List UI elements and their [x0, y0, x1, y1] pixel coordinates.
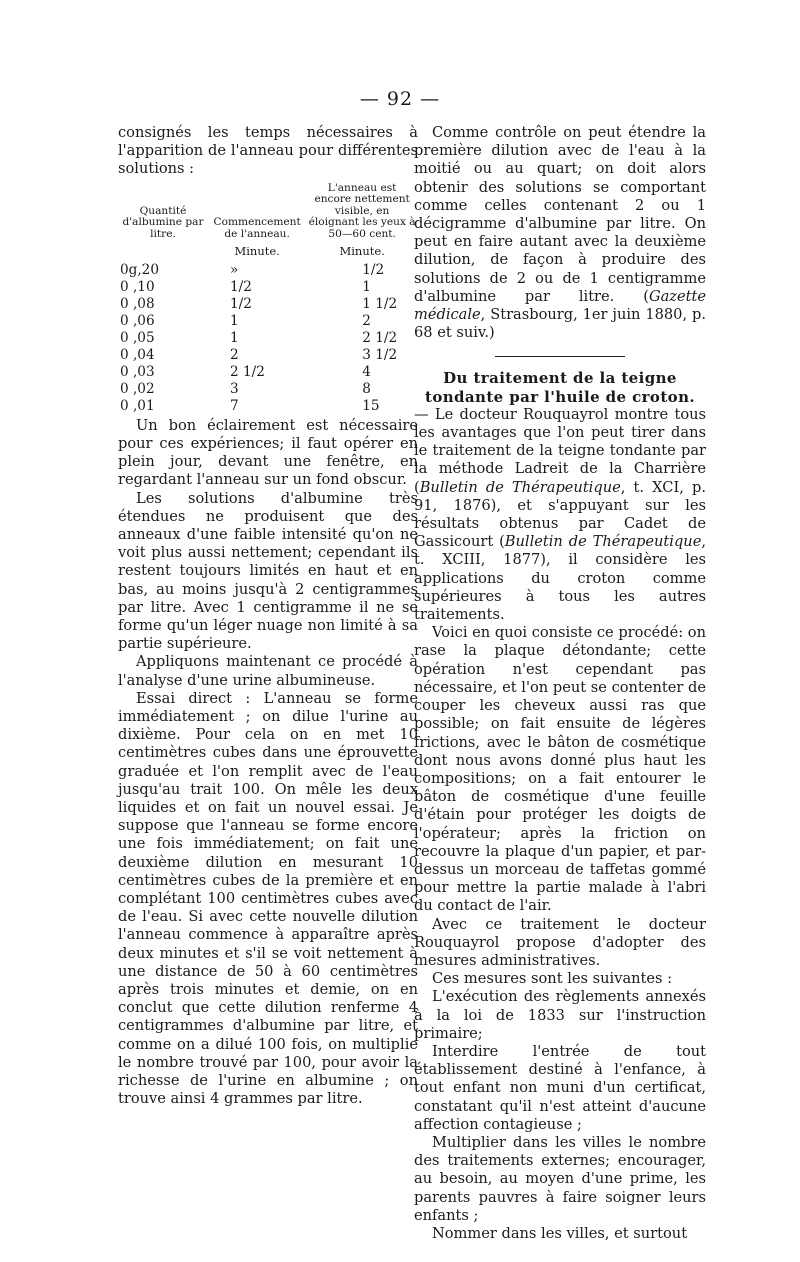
croton-text-a: — Le docteur Rouquayrol montre tous les avantages que l'on peut tirer dans le traitement de la teigne tondante par la méthode Ladreit de la Charrière (: [414, 405, 706, 496]
dilute-solutions-paragraph: Les solutions d'albumine très étendues ne produisent que des anneaux d'une faible intensité qu'on ne voit plus aussi nettement; cependant ils restent toujours limités en haut et en bas, au moins jusqu'à 2 centigrammes par litre. Avec 1 centigramme il ne se forme qu'un léger nuage non limité à sa partie supérieure.: [118, 489, 418, 653]
table-row: [118, 313, 418, 330]
direct-test-paragraph: Essai direct : L'anneau se forme immédiatement ; on dilue l'urine au dixième. Pour cela on en met 10 centimètres cubes dans une éprouvette graduée et l'on remplit avec de l'eau jusqu'au trait 100. On mêle les deux liquides et on fait un nouvel essai. Je suppose que l'anneau se forme encore une fois immédiatement; on fait une deuxième dilution en mesurant 10 centimètres cubes de la première et en complétant 100 centimètres cubes avec de l'eau. Si avec cette nouvelle dilution l'anneau commence à apparaître après deux minutes et s'il se voit nettement à une distance de 50 à 60 centimètres après trois minutes et demie, on en conclut que cette dilution renferme 4 centigrammes d'albumine par litre, et comme on a dilué 100 fois, on multiplie le nombre trouvé par 100, pour avoir la richesse de l'urine en albumine ; on trouve ainsi 4 grammes par litre.: [118, 689, 418, 1108]
table-cell-start: 1/2: [230, 295, 252, 312]
table-row: [118, 381, 418, 398]
croton-ref-2: Bulletin de Thérapeutique: [504, 533, 702, 551]
citation-details: , Strasbourg, 1er juin 1880, p. 68 et suiv.): [414, 306, 706, 342]
table-cell-quantity: 0g,20: [120, 261, 159, 278]
measure-2: Interdire l'entrée de tout établissement destiné à l'enfance, à tout enfant non muni d'un certificat, constatant qu'il n'est atteint d'aucune affection contagieuse ;: [414, 1042, 706, 1133]
albumin-table: [118, 183, 418, 415]
table-cell-quantity: 0 ,08: [120, 295, 155, 312]
table-unit: [118, 241, 208, 262]
croton-text-e: , t. XCIII, 1877), il considère les applications du croton comme supérieures à tous les autres traitements.: [414, 533, 706, 624]
section-title: Du traitement de la teigne tondante par l'huile de croton.: [425, 369, 695, 406]
table-row: [118, 398, 418, 415]
table-cell-start: 7: [230, 397, 239, 414]
table-cell-start: 2 1/2: [230, 363, 265, 380]
table-cell-visible: 1 1/2: [362, 295, 398, 312]
table-cell-quantity: 0 ,01: [120, 397, 155, 414]
table-row: [118, 330, 418, 347]
table-cell-visible: 1/2: [362, 261, 385, 278]
table-cell-start: 3: [230, 380, 239, 397]
table-cell-visible: 2 1/2: [362, 329, 398, 346]
section-divider: [495, 356, 625, 357]
table-header-visible: L'anneau est encore nettement visible, en éloignant les yeux à 50—60 cent.: [308, 181, 416, 240]
table-cell-quantity: 0 ,03: [120, 363, 155, 380]
table-cell-visible: 4: [362, 363, 371, 380]
table-row: [118, 296, 418, 313]
table-header-start: Commencement de l'anneau.: [213, 216, 301, 240]
table-unit: Minute.: [339, 243, 385, 258]
application-paragraph: Appliquons maintenant ce procédé à l'analyse d'une urine albumineuse.: [118, 653, 418, 689]
table-cell-quantity: 0 ,10: [120, 278, 155, 295]
table-cell-quantity: 0 ,06: [120, 312, 155, 329]
left-column: [118, 124, 418, 1109]
table-row: [118, 279, 418, 296]
table-cell-start: 2: [230, 346, 239, 363]
measure-4: Nommer dans les villes, et surtout: [432, 1224, 688, 1242]
control-paragraph: [414, 124, 706, 342]
procedure-paragraph: Voici en quoi consiste ce procédé: on rase la plaque détondante; cette opération n'est cependant pas nécessaire, et l'on peut se contenter de couper les cheveux aussi ras que possible; on fait ensuite de légères frictions, avec le bâton de cosmétique dont nous avons donné plus haut les compositions; on a fait entourer le bâton de cosmétique d'une feuille d'étain pour protéger les doigts de l'opérateur; après la friction on recouvre la plaque d'un papier, et par-dessus un morceau de taffetas gommé pour mettre la partie malade à l'abri du contact de l'air.: [414, 624, 706, 915]
croton-text-c: , t. XCI, p. 91, 1876), et s'appuyant sur les résultats obtenus par Cadet de Gassicourt (: [414, 478, 706, 551]
table-unit: Minute.: [234, 243, 280, 258]
table-cell-start: 1/2: [230, 278, 252, 295]
table-cell-visible: 15: [362, 397, 380, 414]
page-number: — 92 —: [359, 88, 441, 110]
croton-intro-paragraph: [414, 406, 706, 624]
table-cell-quantity: 0 ,02: [120, 380, 155, 397]
table-cell-quantity: 0 ,05: [120, 329, 155, 346]
table-row: [118, 364, 418, 381]
table-cell-visible: 8: [362, 380, 371, 397]
table-row: [118, 347, 418, 364]
measures-intro-paragraph: Avec ce traitement le docteur Rouquayrol propose d'adopter des mesures administratives.: [414, 915, 706, 969]
table-cell-start: »: [230, 261, 239, 278]
measure-3: Multiplier dans les villes le nombre des traitements externes; encourager, au besoin, au moyen d'une prime, les parents pauvres à faire soigner leurs enfants ;: [414, 1133, 706, 1224]
table-cell-quantity: 0 ,04: [120, 346, 155, 363]
measure-1: L'exécution des règlements annexés à la loi de 1833 sur l'instruction primaire;: [414, 988, 706, 1042]
control-text: Comme contrôle on peut étendre la première dilution avec de l'eau à la moitié ou au quart; on doit alors obtenir des solutions se comportant comme celles contenant 2 ou 1 décigramme d'albumine par litre. On peut en faire autant avec la deuxième dilution, de façon à produire des solutions de 2 ou de 1 centigramme d'albumine par litre.: [414, 124, 706, 305]
table-cell-start: 1: [230, 329, 239, 346]
table-cell-visible: 2: [362, 312, 371, 329]
citation-journal: Gazette médicale: [414, 287, 706, 324]
measures-list-intro: Ces mesures sont les suivantes :: [432, 970, 673, 988]
table-cell-visible: 3 1/2: [362, 346, 398, 363]
table-cell-start: 1: [230, 312, 239, 329]
lighting-paragraph: Un bon éclairement est nécessaire pour ces expériences; il faut opérer en plein jour, devant une fenêtre, en regardant l'anneau sur un fond obscur.: [118, 416, 418, 489]
right-column: [414, 124, 706, 1243]
table-cell-visible: 1: [362, 278, 371, 295]
table-header-quantity: Quantité d'albumine par litre.: [122, 204, 204, 240]
citation-open: (: [643, 287, 649, 305]
intro-paragraph: consignés les temps nécessaires à l'apparition de l'anneau pour différentes solutions :: [118, 124, 418, 178]
croton-ref-1: Bulletin de Thérapeutique: [419, 478, 621, 496]
table-row: [118, 262, 418, 279]
